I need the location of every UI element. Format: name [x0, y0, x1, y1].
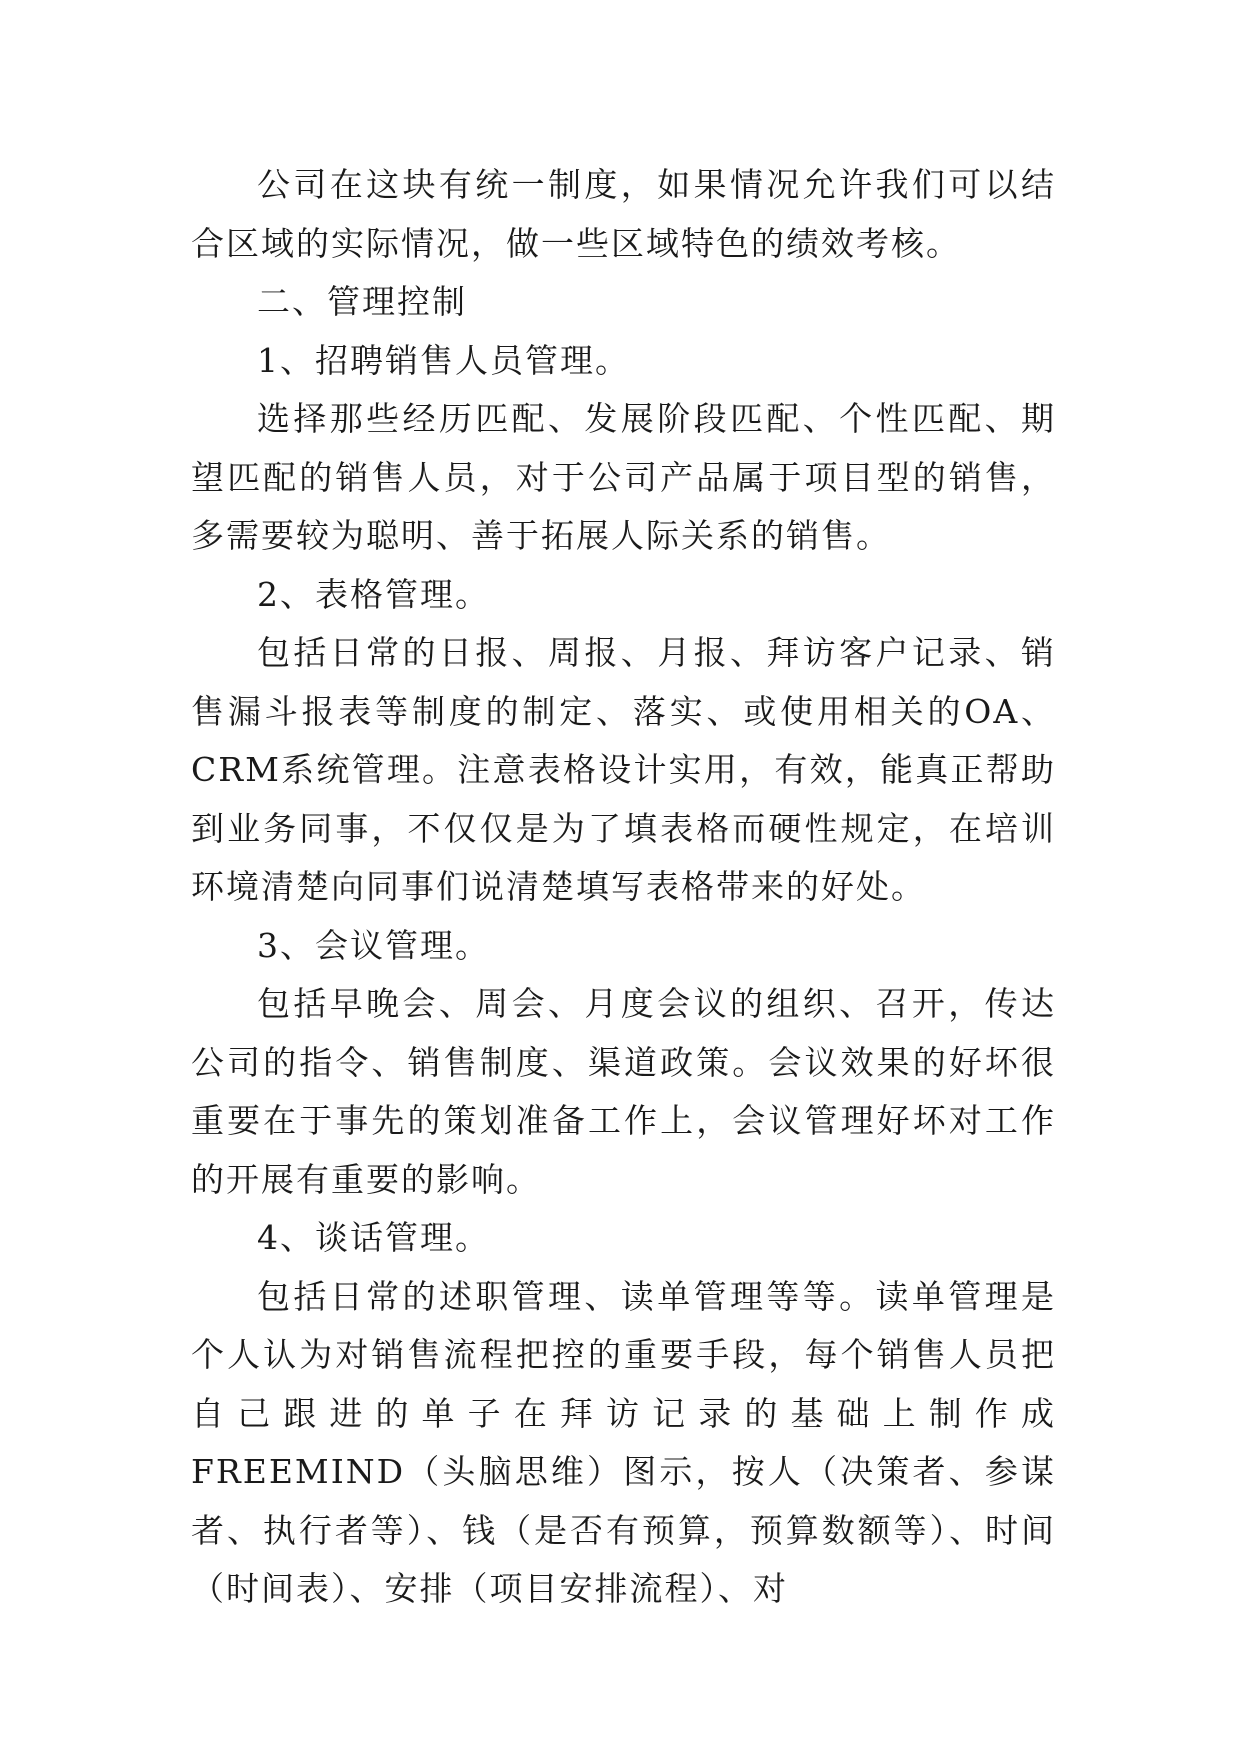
subheading-meetings: 3、会议管理。 — [257, 925, 490, 965]
paragraph-forms: 包括日常的日报、周报、月报、拜访客户记录、销售漏斗报表等制度的制定、落实、或使用相关的OA、CRM系统管理。注意表格设计实用，有效，能真正帮助到业务同事，不仅仅是为了填表格而硬性规定，在培训环境清楚向同事们说清楚填写表格带来的好处。 — [191, 633, 1056, 906]
document-body — [191, 156, 1056, 1619]
paragraph-meetings: 包括早晚会、周会、月度会议的组织、召开，传达公司的指令、销售制度、渠道政策。会议效果的好坏很重要在于事先的策划准备工作上，会议管理好坏对工作的开展有重要的影响。 — [191, 984, 1056, 1199]
subheading-recruitment: 1、招聘销售人员管理。 — [257, 340, 630, 380]
paragraph-talks: 包括日常的述职管理、读单管理等等。读单管理是个人认为对销售流程把控的重要手段，每个销售人员把自己跟进的单子在拜访记录的基础上制作成FREEMIND（头脑思维）图示，按人（决策者、参谋者、执行者等）、钱（是否有预算，预算数额等）、时间（时间表）、安排（项目安排流程）、对 — [191, 1276, 1056, 1608]
subheading-talks: 4、谈话管理。 — [257, 1218, 490, 1257]
section-heading-management-control: 二、管理控制 — [257, 282, 467, 321]
paragraph-performance-review: 公司在这块有统一制度，如果情况允许我们可以结合区域的实际情况，做一些区域特色的绩效考核。 — [191, 165, 1056, 263]
paragraph-recruitment: 选择那些经历匹配、发展阶段匹配、个性匹配、期望匹配的销售人员，对于公司产品属于项目型的销售，多需要较为聪明、善于拓展人际关系的销售。 — [191, 399, 1056, 555]
subheading-forms: 2、表格管理。 — [257, 574, 490, 614]
